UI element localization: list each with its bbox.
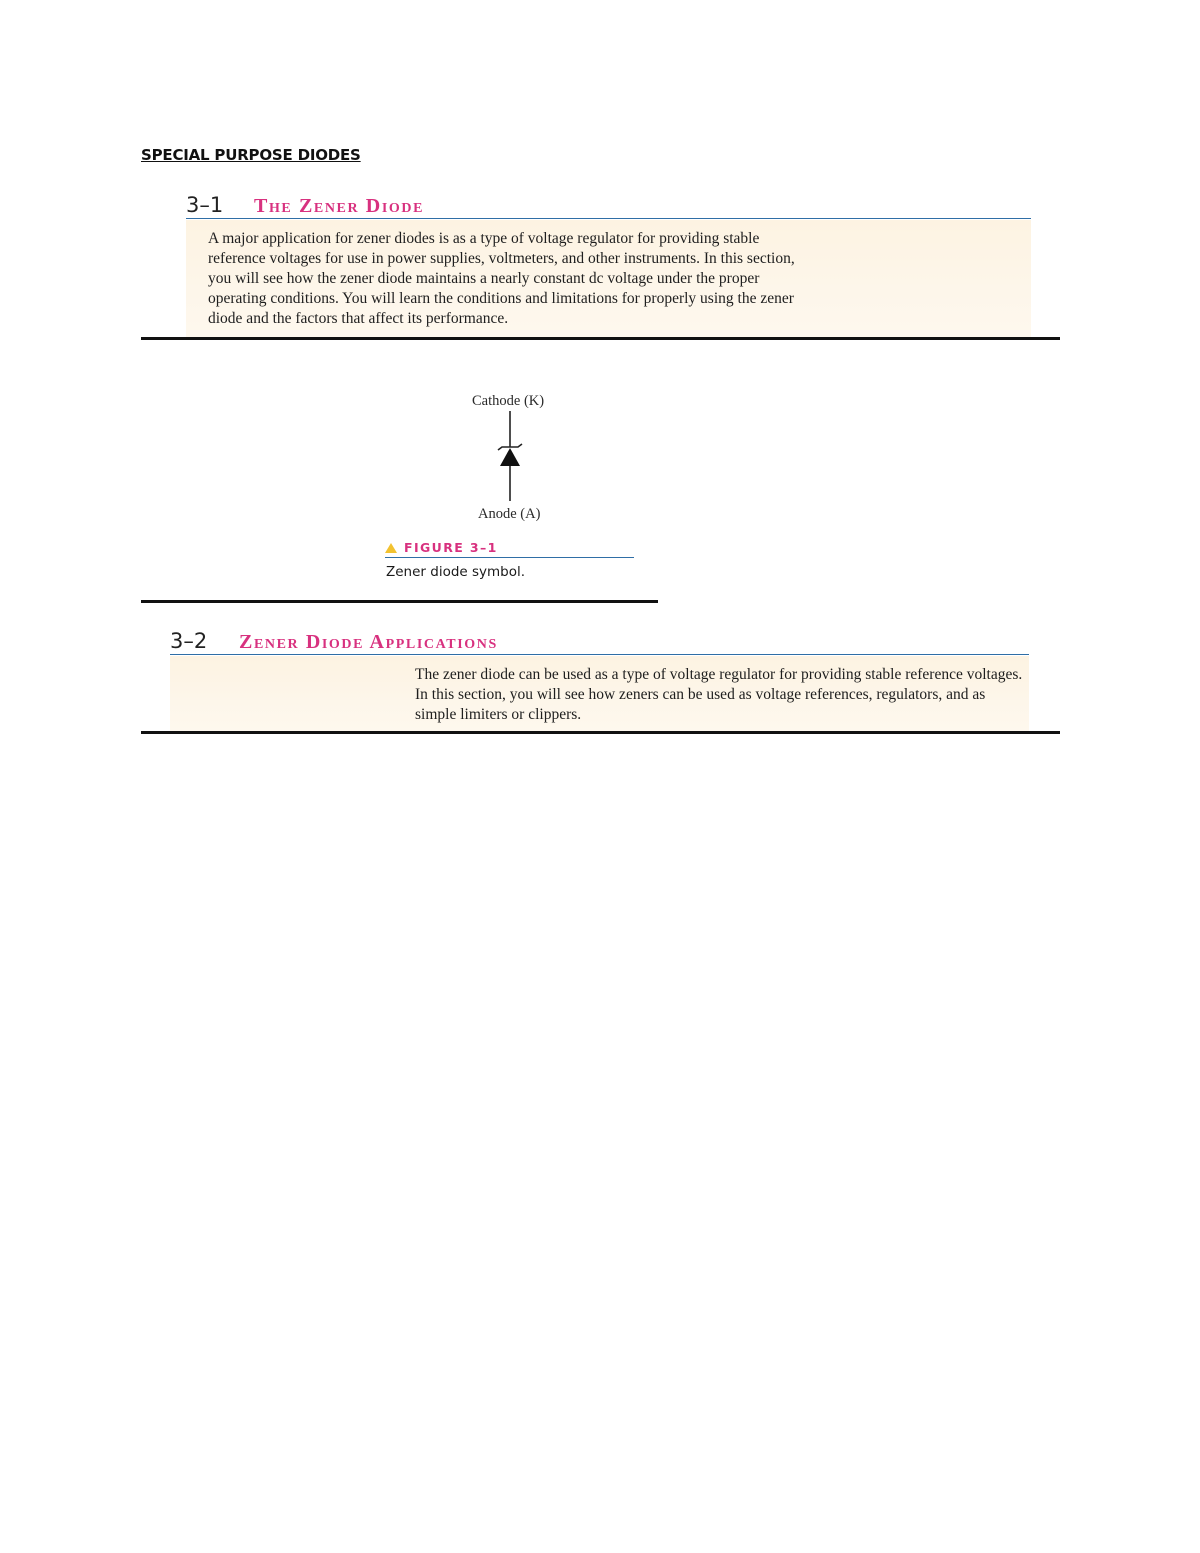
figure-caption-heading (385, 537, 634, 558)
section-2-divider (141, 731, 1060, 734)
triangle-icon (385, 543, 397, 553)
section-2-title: Zener Diode Applications (239, 631, 498, 653)
section-1-title: The Zener Diode (254, 195, 425, 217)
figure-caption-text: Zener diode symbol. (386, 564, 526, 580)
cathode-label: Cathode (K) (472, 393, 545, 409)
anode-label: Anode (A) (478, 506, 541, 522)
document-title: SPECIAL PURPOSE DIODES (141, 146, 361, 164)
section-2-intro-text: The zener diode can be used as a type of voltage regulator for providing stable reference voltages. In this section, you will see how zeners can be used as voltage references, regulators, and as simple limiters or clippers. (415, 666, 1023, 723)
figure-caption-label: FIGURE 3–1 (404, 539, 498, 555)
section-1-intro-text: A major application for zener diodes is as a type of voltage regulator for providing stable reference voltages for use in power supplies, voltmeters, and other instruments. In this section, you will see how the zener diode maintains a nearly constant dc voltage under the proper operating conditions. You will learn the conditions and limitations for properly using the zener diode and the factors that affect its performance. (208, 230, 795, 327)
section-2-heading (170, 629, 1029, 655)
zener-diode-symbol (488, 411, 534, 503)
section-1-heading (186, 193, 1031, 219)
section-1-number: 3–1 (186, 193, 224, 217)
figure-divider (141, 600, 658, 603)
section-1-divider (141, 337, 1060, 340)
section-2-number: 3–2 (170, 629, 208, 653)
diode-triangle (500, 448, 520, 466)
